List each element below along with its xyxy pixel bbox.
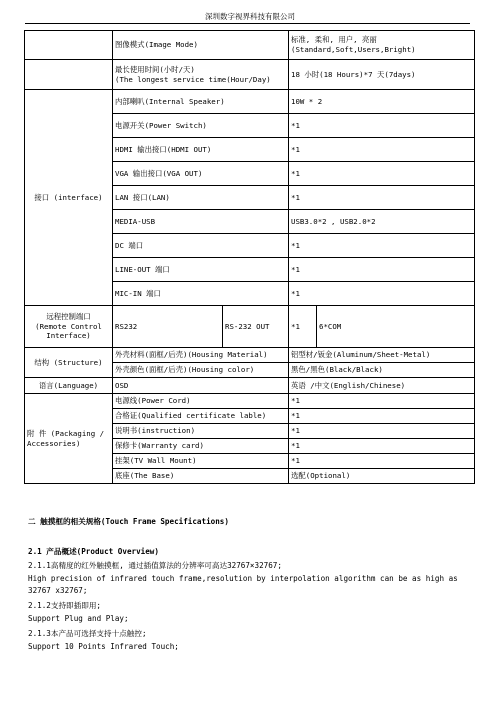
remote-label [25, 306, 113, 348]
table-row [25, 378, 475, 394]
item-cell: 内部喇叭(Internal Speaker) [113, 90, 289, 114]
value-cell: *1 [289, 258, 475, 282]
accessories-label-line: Accessories) [27, 438, 81, 448]
table-row [25, 306, 475, 348]
accessories-label-line: 附 件 (Packaging / [27, 428, 105, 438]
item-cell: LAN 接口(LAN) [113, 186, 289, 210]
value-cell: *1 [289, 282, 475, 306]
remote-port: RS-232 OUT [223, 306, 289, 348]
value-cell: *1 [289, 114, 475, 138]
value-cell: 铝型材/钣金(Aluminum/Sheet-Metal) [289, 348, 475, 363]
paragraph: 2.1.2支持即插即用; [28, 601, 101, 610]
paragraph: High precision of infrared touch frame,resolution by interpolation algorithm can be as high as [28, 574, 458, 583]
accessories-label [25, 394, 113, 484]
item-line: (The longest service time(Hour/Day) [115, 74, 271, 84]
paragraph: 2.1.3本产品可选择支持十点触控; [28, 629, 147, 638]
remote-type: RS232 [113, 306, 223, 348]
structure-label: 结构 (Structure) [25, 348, 113, 378]
item-cell: MIC-IN 端口 [113, 282, 289, 306]
item-cell: 电源线(Power Cord) [113, 394, 289, 409]
item-cell: DC 端口 [113, 234, 289, 258]
value-cell: 18 小时(18 Hours)*7 天(7days) [289, 60, 475, 90]
value-cell: *1 [289, 394, 475, 409]
section-heading: 二 触摸框的相关规格(Touch Frame Specifications) [28, 517, 229, 526]
remote-label-line: (Remote Control [35, 321, 102, 331]
remote-count: *1 [289, 306, 317, 348]
value-line: 标准, 柔和, 用户, 亮丽 [291, 35, 377, 45]
item-cell: MEDIA-USB [113, 210, 289, 234]
table-row [25, 394, 475, 409]
item-cell: HDMI 输出接口(HDMI OUT) [113, 138, 289, 162]
item-cell: 外壳颜色(面框/后壳)(Housing color) [113, 363, 289, 378]
sub-heading: 2.1 产品概述(Product Overview) [28, 547, 159, 556]
value-cell: *1 [289, 409, 475, 424]
document-header: 深圳数字视界科技有限公司 [205, 12, 295, 21]
item-cell [113, 60, 289, 90]
paragraph: Support 10 Points Infrared Touch; [28, 642, 179, 651]
value-cell: *1 [289, 162, 475, 186]
item-cell: LINE-OUT 端口 [113, 258, 289, 282]
remote-label-line: 远程控制端口 [46, 311, 91, 321]
value-cell: 10W * 2 [289, 90, 475, 114]
item-cell: 保修卡(Warranty card) [113, 439, 289, 454]
paragraph: 32767 x32767; [28, 586, 88, 595]
item-cell: OSD [113, 378, 289, 394]
table-row [25, 31, 475, 60]
value-cell: *1 [289, 454, 475, 469]
table-row [25, 348, 475, 363]
value-line: (Standard,Soft,Users,Bright) [291, 45, 416, 54]
value-cell [289, 31, 475, 60]
interface-label: 接口 (interface) [25, 90, 113, 306]
spec-table [24, 30, 475, 484]
language-label: 语言(Language) [25, 378, 113, 394]
value-cell: *1 [289, 234, 475, 258]
table-row [25, 90, 475, 114]
value-cell: *1 [289, 424, 475, 439]
item-cell: 说明书(instruction) [113, 424, 289, 439]
item-cell: 合格证(Qualified certificate lable) [113, 409, 289, 424]
item-cell: 挂架(TV Wall Mount) [113, 454, 289, 469]
value-cell: 选配(Optional) [289, 469, 475, 484]
value-cell: *1 [289, 138, 475, 162]
paragraph: 2.1.1高精度的红外触摸框, 通过插值算法的分辨率可高达32767×32767; [28, 561, 282, 570]
remote-com: 6*COM [317, 306, 475, 348]
paragraph: Support Plug and Play; [28, 614, 129, 623]
blank-cell [25, 31, 113, 60]
item-cell: 图像模式(Image Mode) [113, 31, 289, 60]
value-cell: USB3.0*2 , USB2.0*2 [289, 210, 475, 234]
item-cell: 电源开关(Power Switch) [113, 114, 289, 138]
value-cell: *1 [289, 439, 475, 454]
remote-label-line: Interface) [46, 331, 91, 341]
item-line: 最长使用时间(小时/天) [115, 64, 195, 74]
value-cell: 英语 /中文(English/Chinese) [289, 378, 475, 394]
blank-cell [25, 60, 113, 90]
item-cell: 底座(The Base) [113, 469, 289, 484]
value-cell: *1 [289, 186, 475, 210]
value-cell: 黑色/黑色(Black/Black) [289, 363, 475, 378]
table-row [25, 60, 475, 90]
item-cell: 外壳材料(面框/后壳)(Housing Material) [113, 348, 289, 363]
item-cell: VGA 输出接口(VGA OUT) [113, 162, 289, 186]
header-rule [25, 23, 470, 24]
